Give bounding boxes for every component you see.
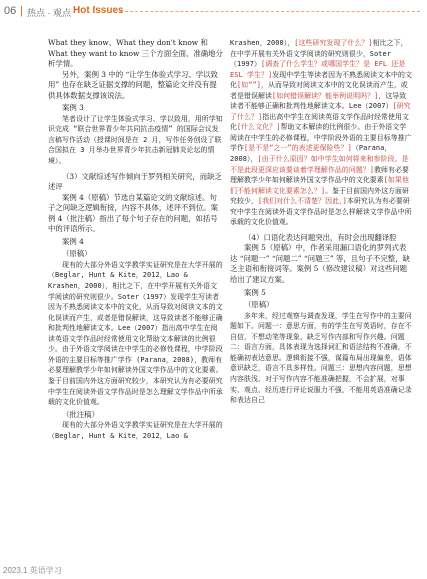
case5-original-text: 多年来，经过观察与调查发现，学生在写作中的主要问题如下。问题一：意思方面，有的学生在写英语时，存在不自信，不想动笔等现象，缺乏写作内部和写作兴趣。问题二：语言方面，具体表现为选择词汇和语法结构不准确，不能确初表达意思。逻辑衔接不强，谋篇布局出现偏差，语体意识缺乏，语言不具多样性。问题三：思想内容问题，思想内容肤浅、对于写作内容不能准确把握，不会扩展，对事实、观点、经历进行评论说服力不强，不能用英语准确记录和表达自己 xyxy=(230,311,412,405)
left-column xyxy=(48,38,224,441)
paragraph-lack-evidence: 另外，案例 3 中的 “让学生体验式学习、学以致用” 也存在缺乏证据支撑的问题，整篇论文并没有提供具体数据支撑该说法。 xyxy=(48,69,218,100)
case5-label: 案例 5 xyxy=(244,287,266,297)
annotation-comment: [我们对什么不清楚？因此，] xyxy=(257,197,347,206)
page-number: 06 xyxy=(4,5,17,17)
annotation-comment: [由于什么原因？如中学生如何将来和参阶段。是不是此段更深应该要谈着学理解作品的问题？] xyxy=(230,155,409,174)
annotation-comment: [这些研究发现了什么？] xyxy=(294,39,373,47)
section-heading-4: （4）口语化表达问题突出，有时会出现翻译腔 xyxy=(244,232,397,242)
right-column xyxy=(230,38,413,406)
section-title: 热点 · 观点 xyxy=(27,8,71,18)
paragraph-case4-intro: 案例 4（原稿）节选自某篇论文的文献综述。句子之间缺乏逻辑衔接，内容不具体，述评不到位。案例 4（批注稿）指出了每个句子存在的问题，如括号中的评语所示。 xyxy=(48,192,218,234)
case4-annotated-label: （批注稿） xyxy=(62,409,99,419)
annotation-comment: [调查了什么学生？或哪国学生？是 EFL 还是 ESL 学生？] xyxy=(230,60,406,79)
section-heading-3: （3）文献综述写作倾向于罗列相关研究，而缺乏述评 xyxy=(48,171,222,192)
case3-label: 案例 3 xyxy=(62,103,84,113)
annotation-comment: [研究了什么？] xyxy=(230,102,411,121)
paragraph-know-wonder-learn: What they know、What they don't know 和 What they want to know 三个方面全面、准确地分析学情。 xyxy=(48,38,223,69)
annotation-comment: [什么文化？] xyxy=(237,123,281,132)
case3-text: 笔者设计了让学生体验式学习、学以致用，用所学知识完成 “联合世界青少年共同抗击疫情” 的国际会议发言稿写作活动（授课时间是在 2 月，写作任务创设了联合国拟在 3 月举办世界青少年抗击新冠肺炎论坛的情境）。 xyxy=(48,114,223,166)
header-separator: | xyxy=(20,5,23,17)
case4-original-label: （原稿） xyxy=(62,249,92,259)
page-header xyxy=(0,0,427,22)
annotation-comment: [如何错误解读？能举例说明吗？] xyxy=(271,91,379,100)
annotation-comment: [如果他们不能何解读文化要素怎么？] xyxy=(230,176,410,195)
case4-annotated-text: 现有的大部分外语文学教学实证研究是在大学开展的（Beglar, Hunt & Kite，2012，Lao & xyxy=(48,421,223,440)
annotation-comment: [如“”] xyxy=(237,81,261,90)
case4-original-text: 现有的大部分外语文学教学实证研究是在大学开展的（Beglar, Hunt & Kite，2012，Lao & Krashen，2000），相比之下，在中学开展有关外语文学阅读的研究则很少。Soter（1997）发现学生写读者因为不熟悉阅读文本中的文化，从而导致对阅读文本的文化误读而产生，或者是错误解读，这导致读者不能够正确和批判性地解读文本。Lee（2007）指出高中学生在阅读英语文学作品时经常使用文化帮助文本解读的比例很少。由于外语文学阅读在中学生的必修性课程，中学阶段外语的主要目标等推广学作 (Parana，2008)，教师有必要理解教学少年如何解读外国文学作品中的文化要素。鉴于目前国内外这方面研究较少，本研究认为有必要研究中学生在阅读外语文学作品时是怎么理解文学作品中所承载的文化价值观。 xyxy=(48,260,223,407)
paragraph-case5-intro: 案例 5（原稿）中，作者采用漏口语化的罗列式表达 “问题一” “问题二” “问题三” 等，且句子不完整，缺乏主语和衔接词等。案例 5（修改建议稿）对这些问题给出了建议方案。 xyxy=(230,243,410,285)
case5-original-label: （原稿） xyxy=(244,300,274,310)
case4-label: 案例 4 xyxy=(62,236,84,246)
footer-issue-label: 2023.1 英语学习 xyxy=(3,566,62,575)
case4-annotated-continued: Krashen，2000），[这些研究发现了什么？]相比之下，在中学开展有关外语文学阅读的研究则很少，Soter（1997）[调查了什么学生？或哪国学生？是 EFL 还是 ESL 学生？]发现中学生等读者因为不熟悉阅读文本中的文化[如“”]，从而导致对阅读文本中的文化误读而产生，或者是错误解读[如何错误解读？能举例说明吗？]，这导致读者不能够正确和批判性地解读文本。Lee（2007）[研究了什么？]指出高中学生在阅读英语文学作品时经常使用文化[什么文化？]帮助文本解读的比例很少。由于外语文学阅读在中学生的必修课程，中学阶段外语的主要目标等推广学作[是不是“之一”的表述更保险些？]（Parana，2008），[由于什么原因？如中学生如何将来和参阶段。是不是此段更深应该要谈着学理解作品的问题？]教师有必要理解教学少年如何解读外国文学作品中的文化要素[如果他们不能何解读文化要素怎么？]。鉴于目前国内外这方面研究较少，[我们对什么不清楚？因此，]本研究认为有必要研究中学生在阅读外语文学作品时是怎么样解读文学作品中所承载的文化价值观。 xyxy=(230,39,413,227)
page-footer xyxy=(0,560,427,579)
section-title-english: Hot Issues xyxy=(73,5,124,16)
annotation-comment: [是不是“之一”的表述更保险些？] xyxy=(243,144,352,153)
header-dashed-rule xyxy=(120,11,420,12)
